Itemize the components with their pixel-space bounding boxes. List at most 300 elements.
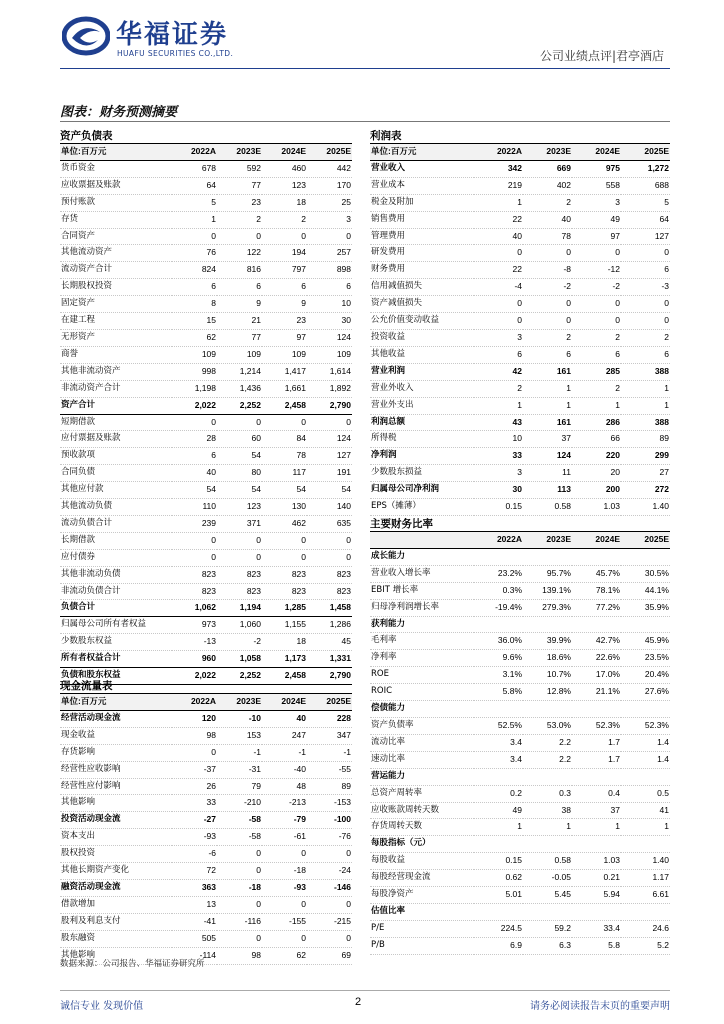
cell-value: 1	[474, 819, 523, 836]
table-row	[60, 346, 352, 363]
cell-value: 1,661	[262, 380, 307, 397]
cell-value: 38	[523, 802, 572, 819]
cell-value: 2	[523, 329, 572, 346]
cell-value: 1.40	[621, 853, 670, 870]
cell-value: 0	[262, 549, 307, 566]
table-row	[370, 465, 670, 482]
cell-value: 95.7%	[523, 565, 572, 582]
row-label: 少数股东损益	[370, 465, 474, 482]
cell-value: 6	[621, 346, 670, 363]
cell-value: 49	[474, 802, 523, 819]
cell-value: 21.1%	[572, 684, 621, 701]
table-row	[60, 211, 352, 228]
cell-value: 0.3%	[474, 582, 523, 599]
page-title: 图表：财务预测摘要	[60, 105, 178, 120]
footer-slogan: 诚信专业 发现价值	[60, 1001, 144, 1012]
cell-value: 0.21	[572, 870, 621, 887]
table-row	[370, 701, 670, 718]
cell-value: 113	[523, 482, 572, 499]
row-label: 获利能力	[370, 616, 474, 633]
table-row	[60, 329, 352, 346]
cell-value: -3	[621, 279, 670, 296]
cell-value: 1,060	[217, 617, 262, 634]
cell-value: 6	[572, 346, 621, 363]
cell-value: 2,252	[217, 397, 262, 414]
cell-value: 6	[262, 279, 307, 296]
table-row	[60, 177, 352, 194]
row-label: 应付债券	[60, 549, 172, 566]
table-row	[370, 228, 670, 245]
cell-value: 0	[307, 896, 352, 913]
row-label: 股利及利息支付	[60, 913, 172, 930]
table-row	[370, 920, 670, 937]
cell-value: 1.17	[621, 870, 670, 887]
table-row	[60, 296, 352, 313]
row-label: 应收账款周转天数	[370, 802, 474, 819]
row-label: 归属母公司所有者权益	[60, 617, 172, 634]
cell-value: 239	[172, 515, 217, 532]
cell-value: 1,331	[307, 651, 352, 668]
row-label: 资产合计	[60, 397, 172, 414]
cell-value: 13	[172, 896, 217, 913]
balance-sheet-section	[60, 129, 352, 685]
cell-value: 0	[523, 313, 572, 330]
row-label: 营运能力	[370, 768, 474, 785]
cell-value: -18	[217, 879, 262, 896]
cell-value: -210	[217, 795, 262, 812]
cell-value: 1,058	[217, 651, 262, 668]
cell-value: 64	[621, 211, 670, 228]
table-row	[370, 482, 670, 499]
cell-value: 130	[262, 499, 307, 516]
cell-value: 6	[172, 448, 217, 465]
row-label: 利润总额	[370, 414, 474, 431]
cell-value: 77	[217, 177, 262, 194]
row-label: 其他影响	[60, 795, 172, 812]
row-label: 应收票据及账款	[60, 177, 172, 194]
cell-value: 10	[307, 296, 352, 313]
row-label: 借款增加	[60, 896, 172, 913]
unit-label: 单位:百万元	[60, 694, 172, 710]
cell-value: -1	[262, 744, 307, 761]
row-label: 合同资产	[60, 228, 172, 245]
row-label: 流动资产合计	[60, 262, 172, 279]
cell-value: 54	[217, 448, 262, 465]
cell-value: 54	[307, 482, 352, 499]
cell-value: 48	[262, 778, 307, 795]
cell-value: 1	[474, 194, 523, 211]
cell-value: 5.2	[621, 937, 670, 954]
table-row	[60, 262, 352, 279]
cell-value: 0	[172, 549, 217, 566]
logo-text-en: HUAFU SECURITIES CO.,LTD.	[117, 49, 234, 58]
row-label: 融资活动现金流	[60, 879, 172, 896]
cell-value: 247	[262, 727, 307, 744]
cell-value: 823	[172, 583, 217, 600]
cell-value: 1,614	[307, 363, 352, 380]
cell-value	[621, 768, 670, 785]
cell-value: 3	[307, 211, 352, 228]
year-header: 2024E	[262, 694, 307, 710]
row-label: 归属母公司净利润	[370, 482, 474, 499]
row-label: 合同负债	[60, 465, 172, 482]
cell-value	[523, 836, 572, 853]
table-row	[370, 296, 670, 313]
cell-value: 30	[474, 482, 523, 499]
cell-value: -55	[307, 761, 352, 778]
cell-value: 6.3	[523, 937, 572, 954]
cell-value: 0	[217, 896, 262, 913]
cell-value: 1.7	[572, 751, 621, 768]
table-header-row	[370, 144, 670, 160]
cell-value: 78.1%	[572, 582, 621, 599]
table-row	[60, 279, 352, 296]
cell-value: 117	[262, 465, 307, 482]
year-header: 2023E	[523, 532, 572, 548]
cell-value: 12.8%	[523, 684, 572, 701]
cell-value: -146	[307, 879, 352, 896]
cell-value	[523, 616, 572, 633]
cell-value: 78	[262, 448, 307, 465]
cell-value: 0	[474, 313, 523, 330]
cell-value: 124	[523, 448, 572, 465]
cell-value: 3	[572, 194, 621, 211]
cell-value: 20	[572, 465, 621, 482]
cell-value: 2	[572, 380, 621, 397]
cell-value: 0	[172, 228, 217, 245]
cell-value: -58	[217, 829, 262, 846]
cell-value: 823	[307, 566, 352, 583]
unit-label: 单位:百万元	[60, 144, 172, 160]
cell-value: 52.5%	[474, 717, 523, 734]
cell-value: 224.5	[474, 920, 523, 937]
cell-value: 33	[474, 448, 523, 465]
cell-value: 84	[262, 431, 307, 448]
table-row	[370, 785, 670, 802]
cell-value: 40	[523, 211, 572, 228]
cell-value: 1,214	[217, 363, 262, 380]
table-row	[370, 853, 670, 870]
row-label: 资产减值损失	[370, 296, 474, 313]
cell-value: 0.62	[474, 870, 523, 887]
cell-value: 0	[262, 846, 307, 863]
table-row	[60, 566, 352, 583]
cell-value: 45.7%	[572, 565, 621, 582]
cell-value	[621, 548, 670, 565]
cell-value: 1.03	[572, 499, 621, 516]
cell-value: 898	[307, 262, 352, 279]
cell-value: 1,286	[307, 617, 352, 634]
cell-value: 2,252	[217, 668, 262, 685]
cell-value: 59.2	[523, 920, 572, 937]
cell-value: 5.45	[523, 887, 572, 904]
cell-value: 23.5%	[621, 650, 670, 667]
table-row	[370, 819, 670, 836]
cell-value: 78	[523, 228, 572, 245]
table-row	[370, 751, 670, 768]
cell-value: 6	[307, 279, 352, 296]
table-row	[370, 194, 670, 211]
cell-value: 76	[172, 245, 217, 262]
cell-value: 0	[217, 414, 262, 431]
cell-value: 460	[262, 160, 307, 177]
cell-value: 462	[262, 515, 307, 532]
cell-value: 1	[523, 397, 572, 414]
table-row	[60, 778, 352, 795]
cell-value: 22	[474, 211, 523, 228]
cell-value	[474, 548, 523, 565]
cell-value: 1,194	[217, 600, 262, 617]
cell-value: 1,173	[262, 651, 307, 668]
cell-value: 33	[172, 795, 217, 812]
cell-value: 0	[262, 896, 307, 913]
table-row	[370, 548, 670, 565]
cell-value: 0	[217, 863, 262, 880]
row-label: 其他非流动负债	[60, 566, 172, 583]
cell-value: 27.6%	[621, 684, 670, 701]
cell-value: 960	[172, 651, 217, 668]
cell-value: 1.4	[621, 751, 670, 768]
cell-value: 6	[217, 279, 262, 296]
cell-value: -76	[307, 829, 352, 846]
cell-value: 18.6%	[523, 650, 572, 667]
cell-value: 161	[523, 414, 572, 431]
row-label: 营业利润	[370, 363, 474, 380]
footer-divider	[60, 990, 670, 991]
cell-value: 0.5	[621, 785, 670, 802]
cell-value: 89	[307, 778, 352, 795]
cashflow-table	[60, 694, 352, 965]
cell-value: 161	[523, 363, 572, 380]
row-label: 营业外支出	[370, 397, 474, 414]
cell-value: 10.7%	[523, 667, 572, 684]
row-label: 所有者权益合计	[60, 651, 172, 668]
cell-value: 0	[307, 532, 352, 549]
cell-value: 0.2	[474, 785, 523, 802]
table-row	[60, 600, 352, 617]
cell-value	[572, 903, 621, 920]
cell-value: 558	[572, 177, 621, 194]
cell-value: 36.0%	[474, 633, 523, 650]
table-row	[370, 262, 670, 279]
footer-disclaimer: 请务必阅读报告末页的重要声明	[530, 1001, 670, 1012]
cell-value: 40	[262, 710, 307, 727]
cell-value: -116	[217, 913, 262, 930]
cell-value	[621, 701, 670, 718]
cell-value: 39.9%	[523, 633, 572, 650]
row-label: 股东融资	[60, 930, 172, 947]
cell-value	[621, 903, 670, 920]
cell-value: 62	[262, 947, 307, 964]
row-label: 每股经营现金流	[370, 870, 474, 887]
table-row	[60, 761, 352, 778]
table-row	[370, 887, 670, 904]
row-label: 信用减值损失	[370, 279, 474, 296]
cell-value: 26	[172, 778, 217, 795]
cell-value: 0	[474, 296, 523, 313]
cell-value: 0	[262, 228, 307, 245]
cell-value	[474, 836, 523, 853]
table-row	[370, 650, 670, 667]
table-row	[60, 812, 352, 829]
header-divider	[60, 68, 670, 69]
row-label: 其他影响	[60, 947, 172, 964]
cell-value: -24	[307, 863, 352, 880]
table-row	[60, 744, 352, 761]
cell-value: 272	[621, 482, 670, 499]
cell-value: 3	[474, 329, 523, 346]
cell-value: 0	[307, 549, 352, 566]
cell-value: 0	[523, 245, 572, 262]
cell-value: 53.0%	[523, 717, 572, 734]
cell-value: 25	[307, 194, 352, 211]
cell-value: -6	[172, 846, 217, 863]
year-header: 2025E	[307, 144, 352, 160]
cell-value: 0	[217, 228, 262, 245]
cell-value: 3.1%	[474, 667, 523, 684]
cell-value: 688	[621, 177, 670, 194]
row-label: 存货	[60, 211, 172, 228]
cell-value: -1	[307, 744, 352, 761]
table-row	[370, 499, 670, 516]
cell-value: 120	[172, 710, 217, 727]
cell-value: 80	[217, 465, 262, 482]
year-header: 2025E	[621, 144, 670, 160]
cell-value: 0.58	[523, 499, 572, 516]
year-header: 2023E	[217, 694, 262, 710]
cell-value: -41	[172, 913, 217, 930]
cell-value: 0	[307, 846, 352, 863]
row-label: 应付票据及账款	[60, 431, 172, 448]
cell-value: 24.6	[621, 920, 670, 937]
cell-value: 17.0%	[572, 667, 621, 684]
cell-value: 1.4	[621, 734, 670, 751]
cell-value: 0	[172, 744, 217, 761]
cell-value: 97	[262, 329, 307, 346]
cell-value: 0	[172, 414, 217, 431]
table-row	[370, 599, 670, 616]
table-row	[370, 717, 670, 734]
cell-value: 678	[172, 160, 217, 177]
balance-sheet-table	[60, 144, 352, 685]
table-row	[60, 397, 352, 414]
year-header: 2024E	[262, 144, 307, 160]
cell-value	[523, 548, 572, 565]
cell-value: -0.05	[523, 870, 572, 887]
cell-value: 200	[572, 482, 621, 499]
table-row	[60, 499, 352, 516]
cell-value: 35.9%	[621, 599, 670, 616]
cell-value: -100	[307, 812, 352, 829]
cell-value: 816	[217, 262, 262, 279]
cell-value: 1,458	[307, 600, 352, 617]
cell-value: -93	[262, 879, 307, 896]
cell-value: 797	[262, 262, 307, 279]
table-row	[60, 879, 352, 896]
cell-value: 42.7%	[572, 633, 621, 650]
cell-value: 1,155	[262, 617, 307, 634]
row-label: P/E	[370, 920, 474, 937]
cell-value: 1	[621, 380, 670, 397]
cell-value: 228	[307, 710, 352, 727]
cell-value: 139.1%	[523, 582, 572, 599]
cell-value: -114	[172, 947, 217, 964]
page-header	[0, 0, 724, 72]
cell-value: -4	[474, 279, 523, 296]
row-label: EPS（摊薄）	[370, 499, 474, 516]
table-row	[370, 279, 670, 296]
row-label: 现金收益	[60, 727, 172, 744]
cell-value: 371	[217, 515, 262, 532]
row-label: 经营性应付影响	[60, 778, 172, 795]
cell-value: 153	[217, 727, 262, 744]
income-statement-section	[370, 129, 670, 516]
year-header: 2022A	[172, 144, 217, 160]
cell-value: 60	[217, 431, 262, 448]
cell-value: 5.8	[572, 937, 621, 954]
row-label: 存货影响	[60, 744, 172, 761]
cell-value	[474, 616, 523, 633]
cell-value: 0.4	[572, 785, 621, 802]
cell-value: 0	[262, 532, 307, 549]
cell-value: -10	[217, 710, 262, 727]
row-label: 每股收益	[370, 853, 474, 870]
table-row	[370, 448, 670, 465]
cell-value: 22.6%	[572, 650, 621, 667]
row-label: 其他应付款	[60, 482, 172, 499]
cell-value: -93	[172, 829, 217, 846]
cell-value: -8	[523, 262, 572, 279]
cell-value: 0.58	[523, 853, 572, 870]
cell-value: 2	[262, 211, 307, 228]
data-source-note: 数据来源：公司报告、华福证券研究所	[60, 959, 205, 969]
cell-value: 140	[307, 499, 352, 516]
cell-value: 0	[572, 245, 621, 262]
row-label: 其他收益	[370, 346, 474, 363]
row-label: 固定资产	[60, 296, 172, 313]
cell-value: 109	[172, 346, 217, 363]
cell-value: 54	[262, 482, 307, 499]
row-label: 速动比率	[370, 751, 474, 768]
row-label: 所得税	[370, 431, 474, 448]
row-label: EBIT 增长率	[370, 582, 474, 599]
cell-value: 30.5%	[621, 565, 670, 582]
row-label: 无形资产	[60, 329, 172, 346]
cell-value: 54	[217, 482, 262, 499]
table-row	[60, 634, 352, 651]
cell-value	[572, 548, 621, 565]
cell-value: -12	[572, 262, 621, 279]
cell-value: -155	[262, 913, 307, 930]
row-label: 资本支出	[60, 829, 172, 846]
table-row	[370, 177, 670, 194]
row-label: 非流动负债合计	[60, 583, 172, 600]
row-label: 长期借款	[60, 532, 172, 549]
table-row	[60, 710, 352, 727]
cell-value: -2	[572, 279, 621, 296]
cell-value	[572, 768, 621, 785]
cell-value: 122	[217, 245, 262, 262]
cell-value: 23	[217, 194, 262, 211]
table-row	[60, 515, 352, 532]
cell-value: -79	[262, 812, 307, 829]
cell-value: 5.8%	[474, 684, 523, 701]
unit-label: 单位:百万元	[370, 144, 474, 160]
year-header: 2022A	[474, 144, 523, 160]
row-label: 每股净资产	[370, 887, 474, 904]
cell-value: 124	[307, 431, 352, 448]
cell-value	[523, 903, 572, 920]
